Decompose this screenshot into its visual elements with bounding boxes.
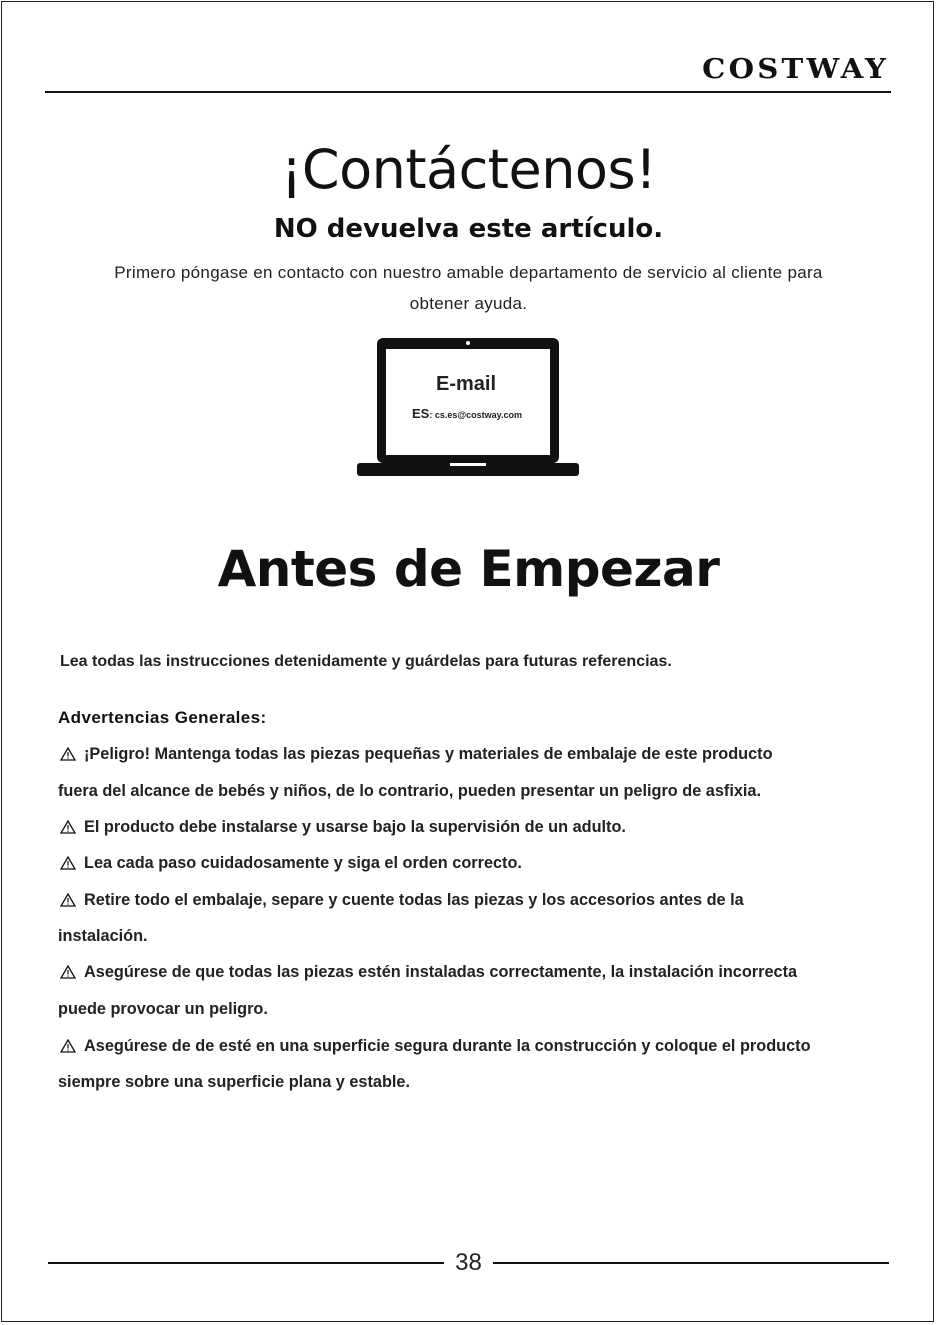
warning-text: Lea cada paso cuidadosamente y siga el orden correcto. [84,854,522,872]
warning-text: puede provocar un peligro. [58,1000,268,1018]
before-start-title: Antes de Empezar [217,540,720,598]
contact-intro [50,257,887,319]
email-contact [412,405,522,423]
warning-item-4 [58,891,744,910]
header-divider [45,91,891,93]
page-number: 38 [455,1249,482,1276]
warning-text: Retire todo el embalaje, separe y cuente todas las piezas y los accesorios antes de la [84,891,744,909]
warning-item-3 [58,854,522,873]
warning-triangle-icon [60,747,76,761]
no-return-notice: NO devuelva este artículo. [273,214,664,244]
contact-intro-line-1: Primero póngase en contacto con nuestro amable departamento de servicio al cliente para [114,263,823,282]
warnings-heading: Advertencias Generales: [58,708,267,727]
email-address: : cs.es@costway.com [429,410,522,420]
warning-item-6 [58,1037,811,1056]
warning-item-1 [58,745,773,764]
warning-text: instalación. [58,927,148,945]
email-label: E-mail [436,373,497,395]
warning-triangle-icon [60,1039,76,1053]
warning-text: Asegúrese de que todas las piezas estén instaladas correctamente, la instalación incorrecta [84,963,798,981]
warning-item-4-continued [58,927,148,946]
warning-triangle-icon [60,965,76,979]
warning-item-5 [58,963,797,982]
warning-triangle-icon [60,893,76,907]
warning-text: El producto debe instalarse y usarse bajo la supervisión de un adulto. [84,818,626,836]
warning-item-1-continued [58,782,761,801]
warning-triangle-icon [60,820,76,834]
email-region: ES [412,406,430,421]
warning-item-6-continued [58,1073,410,1092]
footer-divider-right [493,1262,889,1264]
footer-divider-left [48,1262,444,1264]
read-instructions-note: Lea todas las instrucciones detenidamente y guárdelas para futuras referencias. [60,653,672,670]
warning-text: fuera del alcance de bebés y niños, de lo contrario, pueden presentar un peligro de asfixia. [58,782,762,800]
warning-item-2 [58,818,626,837]
warning-text: siempre sobre una superficie plana y estable. [58,1073,410,1091]
warning-triangle-icon [60,856,76,870]
contact-intro-line-2: obtener ayuda. [409,294,528,313]
warning-text: ¡Peligro! Mantenga todas las piezas pequeñas y materiales de embalaje de este producto [84,745,773,763]
contact-title: ¡Contáctenos! [280,138,657,201]
brand-logo: COSTWAY [702,54,889,85]
warning-text: Asegúrese de de esté en una superficie segura durante la construcción y coloque el producto [84,1037,811,1055]
warning-item-5-continued [58,1000,268,1019]
